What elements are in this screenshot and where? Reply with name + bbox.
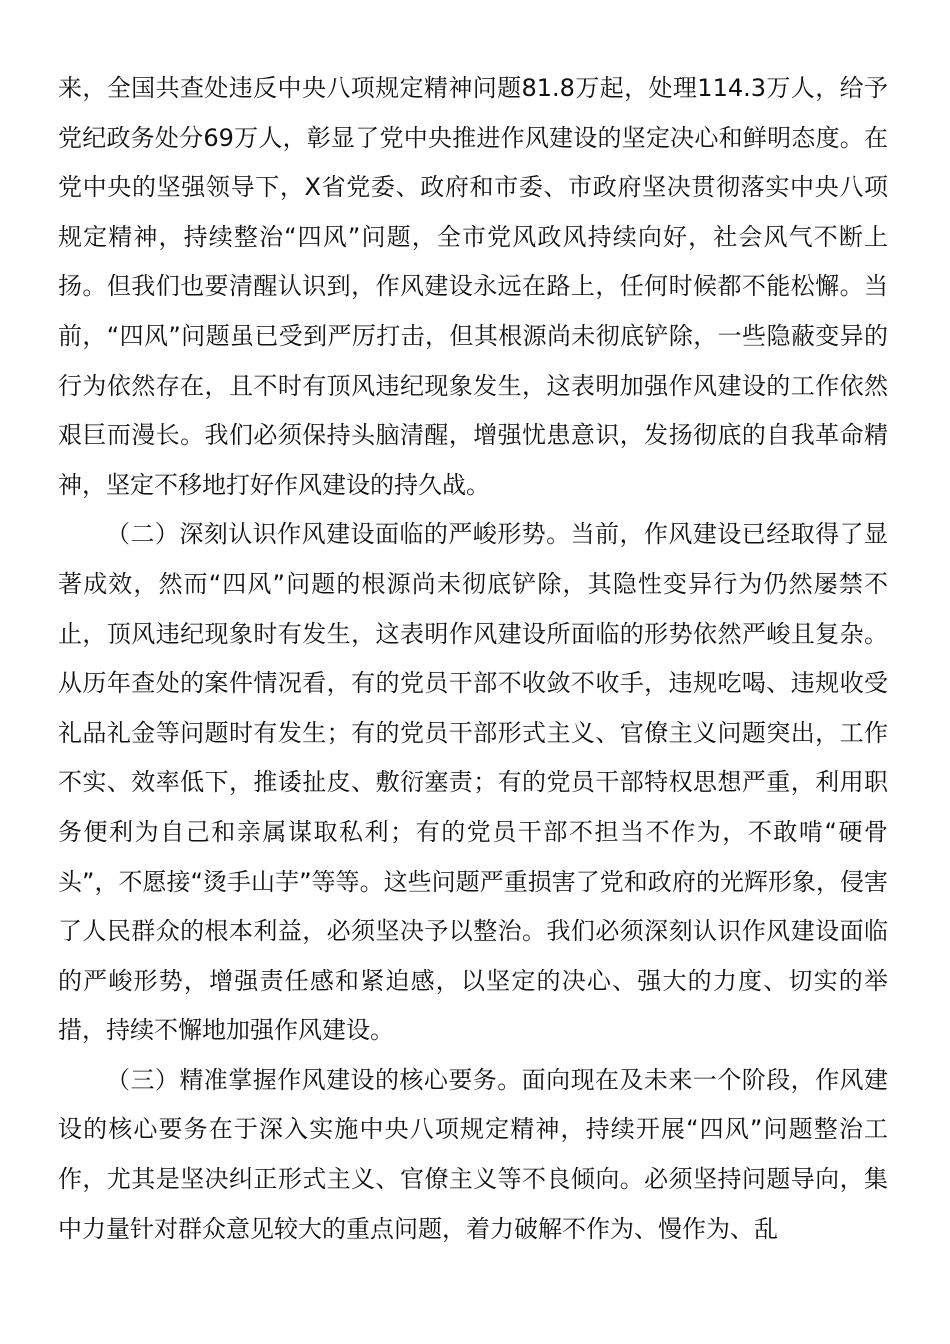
paragraph-section-3: （三）精准掌握作风建设的核心要务。面向现在及未来一个阶段，作风建设的核心要务在于深入实施中央八项规定精神，持续开展“四风”问题整治工作，尤其是坚决纠正形式主义、官僚主义等不良倾向。必须坚持问题导向，集中力量针对群众意见较大的重点问题，着力破解不作为、慢作为、乱: [58, 1065, 888, 1243]
paragraph-continuation: 来，全国共查处违反中央八项规定精神问题81.8万起，处理114.3万人，给予党纪政务处分69万人，彰显了党中央推进作风建设的坚定决心和鲜明态度。在党中央的坚强领导下，X省党委、政府和市委、市政府坚决贯彻落实中央八项规定精神，持续整治“四风”问题，全市党风政风持续向好，社会风气不断上扬。但我们也要清醒认识到，作风建设永远在路上，任何时候都不能松懈。当前，“四风”问题虽已受到严厉打击，但其根源尚未彻底铲除，一些隐蔽变异的行为依然存在，且不时有顶风违纪现象发生，这表明加强作风建设的工作依然艰巨而漫长。我们必须保持头脑清醒，增强忧患意识，发扬彻底的自我革命精神，坚定不移地打好作风建设的持久战。: [58, 74, 888, 499]
document-page: [58, 64, 888, 1254]
paragraph-section-2: （二）深刻认识作风建设面临的严峻形势。当前，作风建设已经取得了显著成效，然而“四风”问题的根源尚未彻底铲除，其隐性变异行为仍然屡禁不止，顶风违纪现象时有发生，这表明作风建设所面临的形势依然严峻且复杂。从历年查处的案件情况看，有的党员干部不收敛不收手，违规吃喝、违规收受礼品礼金等问题时有发生；有的党员干部形式主义、官僚主义问题突出，工作不实、效率低下，推诿扯皮、敷衍塞责；有的党员干部特权思想严重，利用职务便利为自己和亲属谋取私利；有的党员干部不担当不作为，不敢啃“硬骨头”，不愿接“烫手山芋”等等。这些问题严重损害了党和政府的光辉形象，侵害了人民群众的根本利益，必须坚决予以整治。我们必须深刻认识作风建设面临的严峻形势，增强责任感和紧迫感，以坚定的决心、强大的力度、切实的举措，持续不懈地加强作风建设。: [58, 520, 888, 1045]
